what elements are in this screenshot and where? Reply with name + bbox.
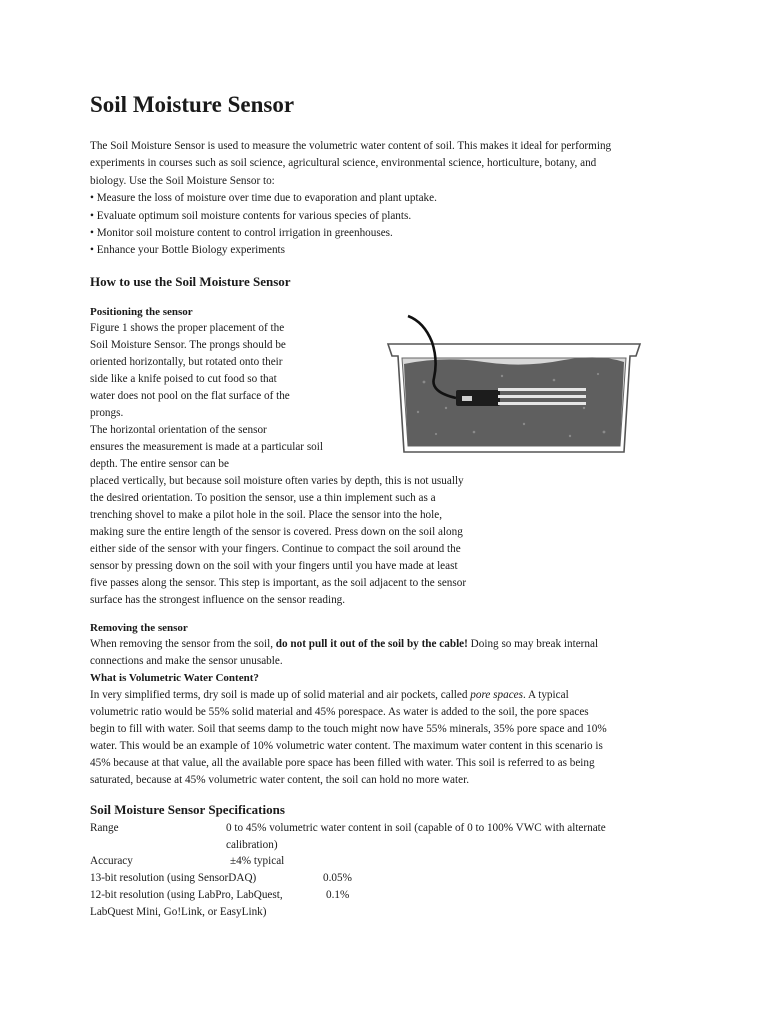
removing-text: When removing the sensor from the soil, bbox=[90, 638, 276, 650]
soil-container-icon bbox=[384, 312, 644, 460]
bullet-item: • Enhance your Bottle Biology experiments bbox=[90, 244, 285, 257]
specs-heading: Soil Moisture Sensor Specifications bbox=[90, 802, 285, 817]
text-line: The horizontal orientation of the sensor bbox=[90, 424, 267, 436]
how-to-heading: How to use the Soil Moisture Sensor bbox=[90, 274, 291, 289]
pore-spaces-term: pore spaces bbox=[470, 689, 523, 701]
text-line: oriented horizontally, but rotated onto their bbox=[90, 356, 283, 368]
cable-warning: do not pull it out of the soil by the cable! bbox=[275, 638, 468, 650]
spec-res12-value: 0.1% bbox=[326, 889, 350, 901]
intro-line: biology. Use the Soil Moisture Sensor to: bbox=[90, 174, 275, 187]
text-line: Figure 1 shows the proper placement of the bbox=[90, 322, 285, 334]
text-line: depth. The entire sensor can be bbox=[90, 458, 229, 470]
text-line: sensor by pressing down on the soil with your fingers until you have made at least bbox=[90, 560, 458, 572]
spec-range-label: Range bbox=[90, 822, 119, 834]
intro-paragraph bbox=[90, 138, 686, 260]
positioning-heading: Positioning the sensor bbox=[90, 306, 193, 318]
bullet-item: • Measure the loss of moisture over time due to evaporation and plant uptake. bbox=[90, 192, 437, 205]
text-line bbox=[90, 687, 690, 704]
text-line: saturated, because at 45% volumetric water content, the soil can hold no more water. bbox=[90, 774, 469, 786]
text-line: prongs. bbox=[90, 407, 124, 419]
text-line: five passes along the sensor. This step is important, as the soil adjacent to the sensor bbox=[90, 577, 467, 589]
vwc-text: In very simplified terms, dry soil is made up of solid material and air pockets, called bbox=[90, 689, 471, 701]
spec-res12-label: 12-bit resolution (using LabPro, LabQuest, bbox=[90, 889, 283, 901]
spec-accuracy-label: Accuracy bbox=[90, 855, 133, 867]
page-title: Soil Moisture Sensor bbox=[90, 92, 295, 117]
text-line: water does not pool on the flat surface of the bbox=[90, 390, 290, 402]
intro-line: experiments in courses such as soil science, agricultural science, environmental science, horticulture, botany, and bbox=[90, 157, 597, 170]
soil-sensor-figure bbox=[384, 312, 644, 460]
removing-heading: Removing the sensor bbox=[90, 622, 188, 634]
text-line: placed vertically, but because soil moisture often varies by depth, this is not usually bbox=[90, 475, 464, 487]
text-line: 45% because at that value, all the available pore space has been filled with water. This soil is referred to as being bbox=[90, 757, 595, 769]
spec-accuracy-value: ±4% typical bbox=[230, 855, 285, 867]
text-line: side like a knife poised to cut food so that bbox=[90, 373, 277, 385]
text-line: volumetric ratio would be 55% solid material and 45% porespace. As water is added to the soil, the pore spaces bbox=[90, 706, 589, 718]
spec-res13-value: 0.05% bbox=[323, 872, 352, 884]
removing-text: Doing so may break internal bbox=[467, 638, 599, 650]
text-line: either side of the sensor with your fingers. Continue to compact the soil around the bbox=[90, 543, 461, 555]
text-line: ensures the measurement is made at a particular soil bbox=[90, 441, 323, 453]
vwc-paragraph bbox=[90, 687, 690, 789]
text-line: making sure the entire length of the sensor is covered. Press down on the soil along bbox=[90, 526, 463, 538]
removing-line bbox=[90, 638, 598, 650]
removing-line: connections and make the sensor unusable. bbox=[90, 655, 283, 667]
intro-line: The Soil Moisture Sensor is used to measure the volumetric water content of soil. This makes it ideal for performing bbox=[90, 140, 612, 152]
spec-range-value: 0 to 45% volumetric water content in soil (capable of 0 to 100% VWC with alternate bbox=[226, 822, 606, 834]
text-line: water. This would be an example of 10% volumetric water content. The maximum water content in this scenario is bbox=[90, 740, 603, 752]
text-line: the desired orientation. To position the sensor, use a thin implement such as a bbox=[90, 492, 436, 504]
bullet-item: • Monitor soil moisture content to control irrigation in greenhouses. bbox=[90, 227, 393, 240]
vwc-heading: What is Volumetric Water Content? bbox=[90, 672, 259, 684]
bullet-item: • Evaluate optimum soil moisture contents for various species of plants. bbox=[90, 209, 412, 222]
text-line: trenching shovel to make a pilot hole in the soil. Place the sensor into the hole, bbox=[90, 509, 443, 521]
text-line: begin to fill with water. Soil that seems damp to the touch might now have 55% minerals, 35% pore space and 10% bbox=[90, 723, 607, 735]
text-line: surface has the strongest influence on the sensor reading. bbox=[90, 594, 346, 606]
spec-res13-label: 13-bit resolution (using SensorDAQ) bbox=[90, 872, 257, 884]
spec-range-value: calibration) bbox=[226, 839, 278, 851]
vwc-text: . A typical bbox=[523, 689, 569, 701]
spec-res12-label: LabQuest Mini, Go!Link, or EasyLink) bbox=[90, 906, 267, 918]
text-line: Soil Moisture Sensor. The prongs should be bbox=[90, 339, 286, 351]
